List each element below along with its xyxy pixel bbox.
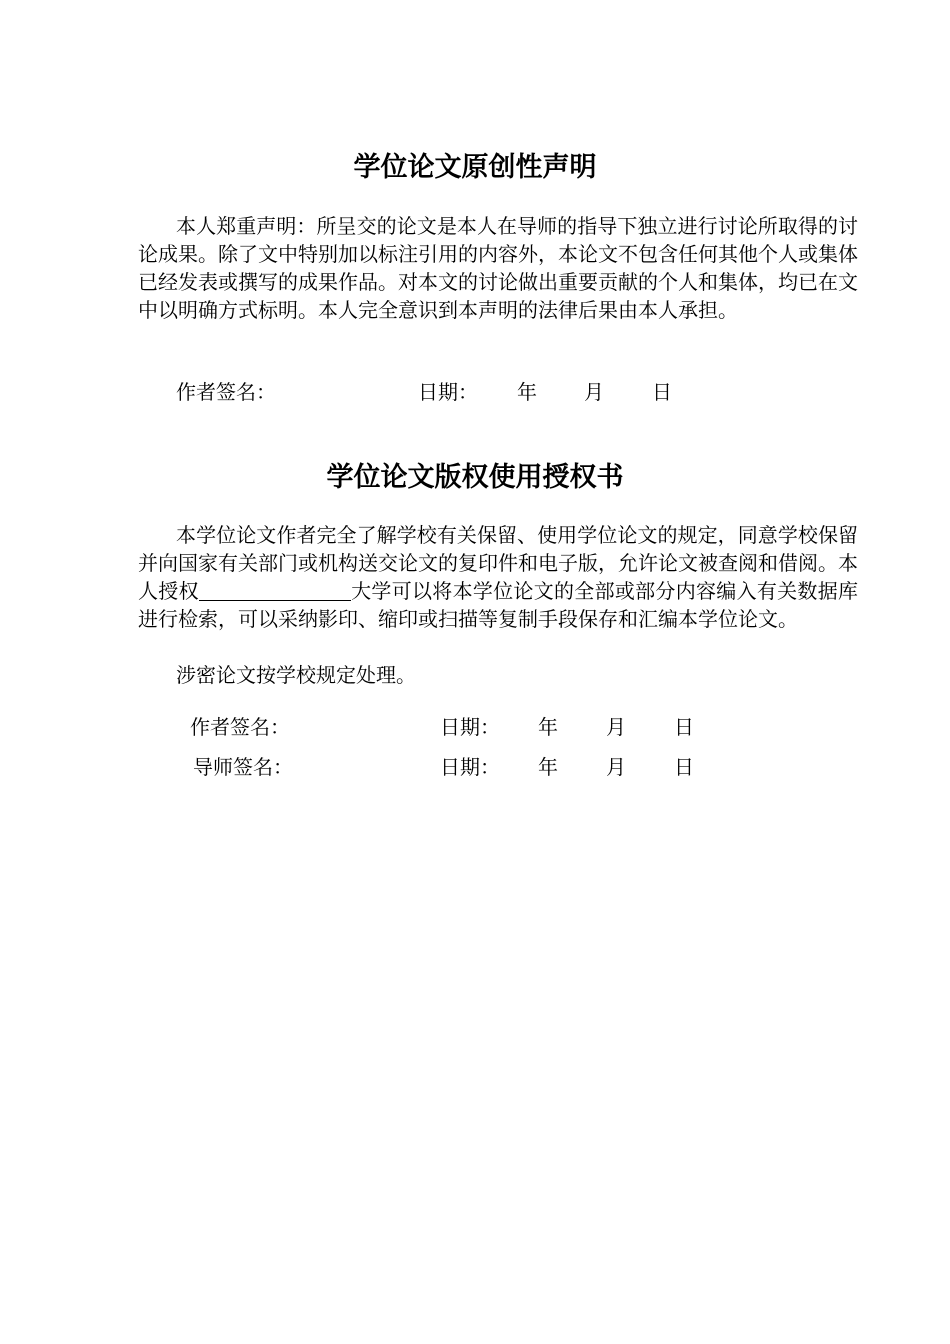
declaration-body-text: 本人郑重声明：所呈交的论文是本人在导师的指导下独立进行讨论所取得的讨论成果。除了文中特别加以标注引用的内容外，本论文不包含任何其他个人或集体已经发表或撰写的成果作品。对本文的讨论做出重要贡献的个人和集体，均已在文中以明确方式标明。本人完全意识到本声明的法律后果由本人承担。 bbox=[138, 214, 858, 322]
declaration-signature-row bbox=[176, 380, 696, 404]
date-label: 日期： bbox=[440, 715, 500, 739]
advisor-signature-row bbox=[193, 755, 713, 779]
year-label: 年 bbox=[517, 380, 537, 404]
year-label: 年 bbox=[538, 755, 558, 779]
month-label: 月 bbox=[606, 755, 626, 779]
authorization-body-after-blank: 大学可以将本学位论文的全部或部分内容编入有关数据库进行检索，可以采纳影印、缩印或扫描等复制手段保存和汇编本学位论文。 bbox=[138, 579, 859, 631]
secret-note-text: 涉密论文按学校规定处理。 bbox=[176, 663, 416, 687]
author-signature-label: 作者签名： bbox=[176, 380, 276, 404]
day-label: 日 bbox=[674, 715, 694, 739]
advisor-signature-label: 导师签名： bbox=[193, 755, 293, 779]
day-label: 日 bbox=[652, 380, 672, 404]
month-label: 月 bbox=[606, 715, 626, 739]
date-label: 日期： bbox=[418, 380, 478, 404]
university-name-blank bbox=[199, 580, 351, 601]
year-label: 年 bbox=[538, 715, 558, 739]
author-signature-label: 作者签名： bbox=[190, 715, 290, 739]
authorization-title: 学位论文版权使用授权书 bbox=[326, 462, 624, 493]
declaration-title: 学位论文原创性声明 bbox=[353, 152, 597, 183]
authorization-body bbox=[138, 521, 858, 633]
month-label: 月 bbox=[584, 380, 604, 404]
secret-note bbox=[138, 661, 858, 689]
declaration-body bbox=[138, 212, 858, 324]
authorization-body-before-blank: 本学位论文作者完全了解学校有关保留、使用学位论文的规定，同意学校保留并向国家有关部门或机构送交论文的复印件和电子版，允许论文被查阅和借阅。本人授权 bbox=[138, 523, 858, 603]
author-signature-row bbox=[190, 715, 710, 739]
day-label: 日 bbox=[674, 755, 694, 779]
date-label: 日期： bbox=[440, 755, 500, 779]
